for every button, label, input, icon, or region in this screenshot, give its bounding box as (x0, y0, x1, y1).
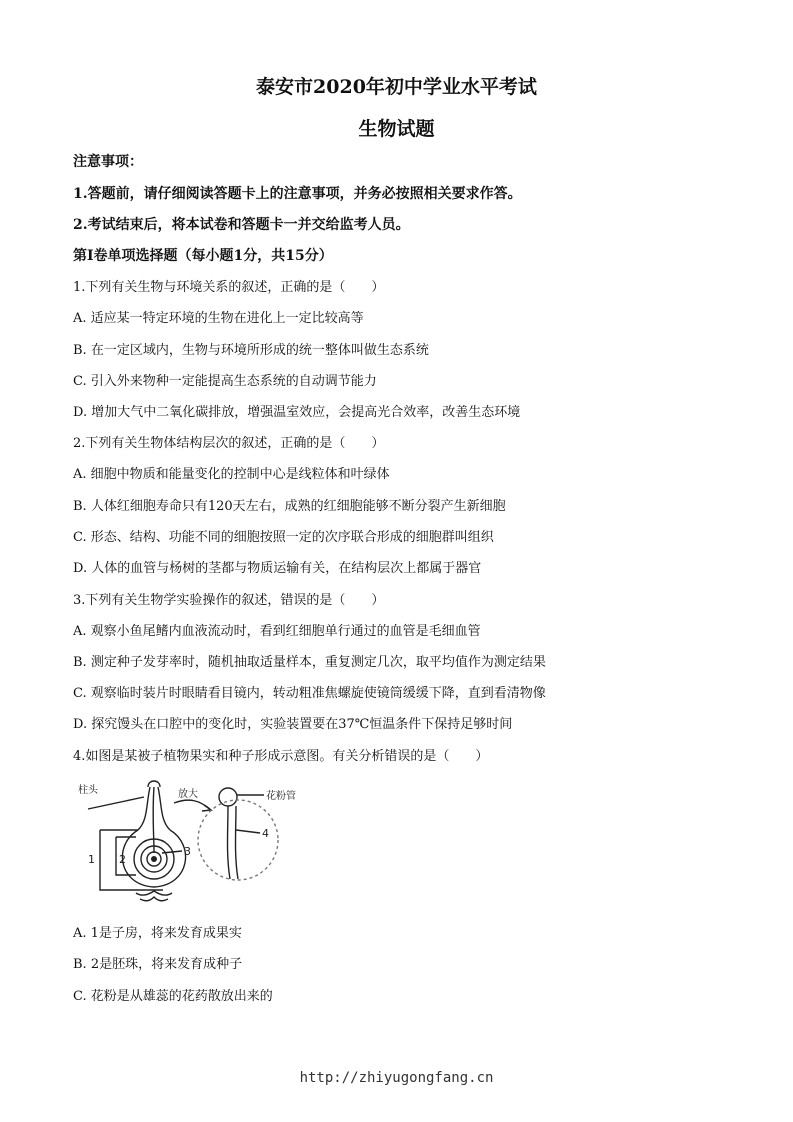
question-option: B. 测定种子发芽率时，随机抽取适量样本，重复测定几次，取平均值作为测定结果 (73, 655, 546, 670)
label-stigma: 柱头 (78, 785, 98, 796)
question-option: C. 引入外来物种一定能提高生态系统的自动调节能力 (73, 374, 377, 389)
question-option: C. 形态、结构、功能不同的细胞按照一定的次序联合形成的细胞群叫组织 (73, 530, 494, 545)
question-option: B. 人体红细胞寿命只有120天左右，成熟的红细胞能够不断分裂产生新细胞 (73, 499, 506, 514)
notice-item: 2.考试结束后，将本试卷和答题卡一并交给监考人员。 (73, 217, 410, 233)
label-enlarge: 放大 (178, 789, 198, 800)
label-2: 2 (119, 853, 126, 866)
question-option: C. 观察临时装片时眼睛看目镜内，转动粗准焦螺旋使镜筒缓缓下降，直到看清物像 (73, 686, 546, 701)
style-outline (138, 787, 150, 830)
question-stem: 1.下列有关生物与环境关系的叙述，正确的是（ ） (73, 280, 385, 295)
notice-heading: 注意事项： (73, 154, 143, 170)
question-stem: 2.下列有关生物体结构层次的叙述，正确的是（ ） (73, 436, 385, 451)
question-option: C. 花粉是从雄蕊的花药散放出来的 (73, 989, 273, 1004)
question-option: A. 适应某一特定环境的生物在进化上一定比较高等 (73, 311, 364, 326)
question-option: A. 观察小鱼尾鳍内血液流动时，看到红细胞单行通过的血管是毛细血管 (73, 624, 481, 639)
footer-url: http://zhiyugongfang.cn (299, 1070, 494, 1086)
question-option: D. 探究馒头在口腔中的变化时，实验装置要在37℃恒温条件下保持足够时间 (73, 717, 513, 732)
label-pollen-tube: 花粉管 (266, 791, 296, 802)
label-4: 4 (262, 827, 269, 840)
label-3: 3 (184, 845, 191, 858)
question-option: B. 2是胚珠，将来发育成种子 (73, 957, 243, 972)
question-option: D. 增加大气中二氧化碳排放，增强温室效应，会提高光合效率，改善生态环境 (73, 405, 521, 420)
notice-item: 1.答题前，请仔细阅读答题卡上的注意事项，并务必按照相关要求作答。 (73, 186, 522, 202)
question-stem: 3.下列有关生物学实验操作的叙述，错误的是（ ） (73, 593, 385, 608)
label-1: 1 (88, 853, 95, 866)
section-heading: 第Ⅰ卷单项选择题（每小题1分，共15分） (73, 248, 333, 264)
question-option: D. 人体的血管与杨树的茎都与物质运输有关，在结构层次上都属于器官 (73, 561, 482, 576)
flower-fertilization-figure (78, 775, 308, 905)
page-title: 泰安市2020年初中学业水平考试 (256, 76, 537, 98)
page-subtitle: 生物试题 (358, 118, 435, 140)
question-stem: 4.如图是某被子植物果实和种子形成示意图。有关分析错误的是（ ） (73, 749, 489, 764)
question-option: B. 在一定区域内，生物与环境所形成的统一整体叫做生态系统 (73, 343, 429, 358)
question-option: A. 细胞中物质和能量变化的控制中心是线粒体和叶绿体 (73, 467, 390, 482)
question-option: A. 1是子房，将来发育成果实 (73, 926, 242, 941)
